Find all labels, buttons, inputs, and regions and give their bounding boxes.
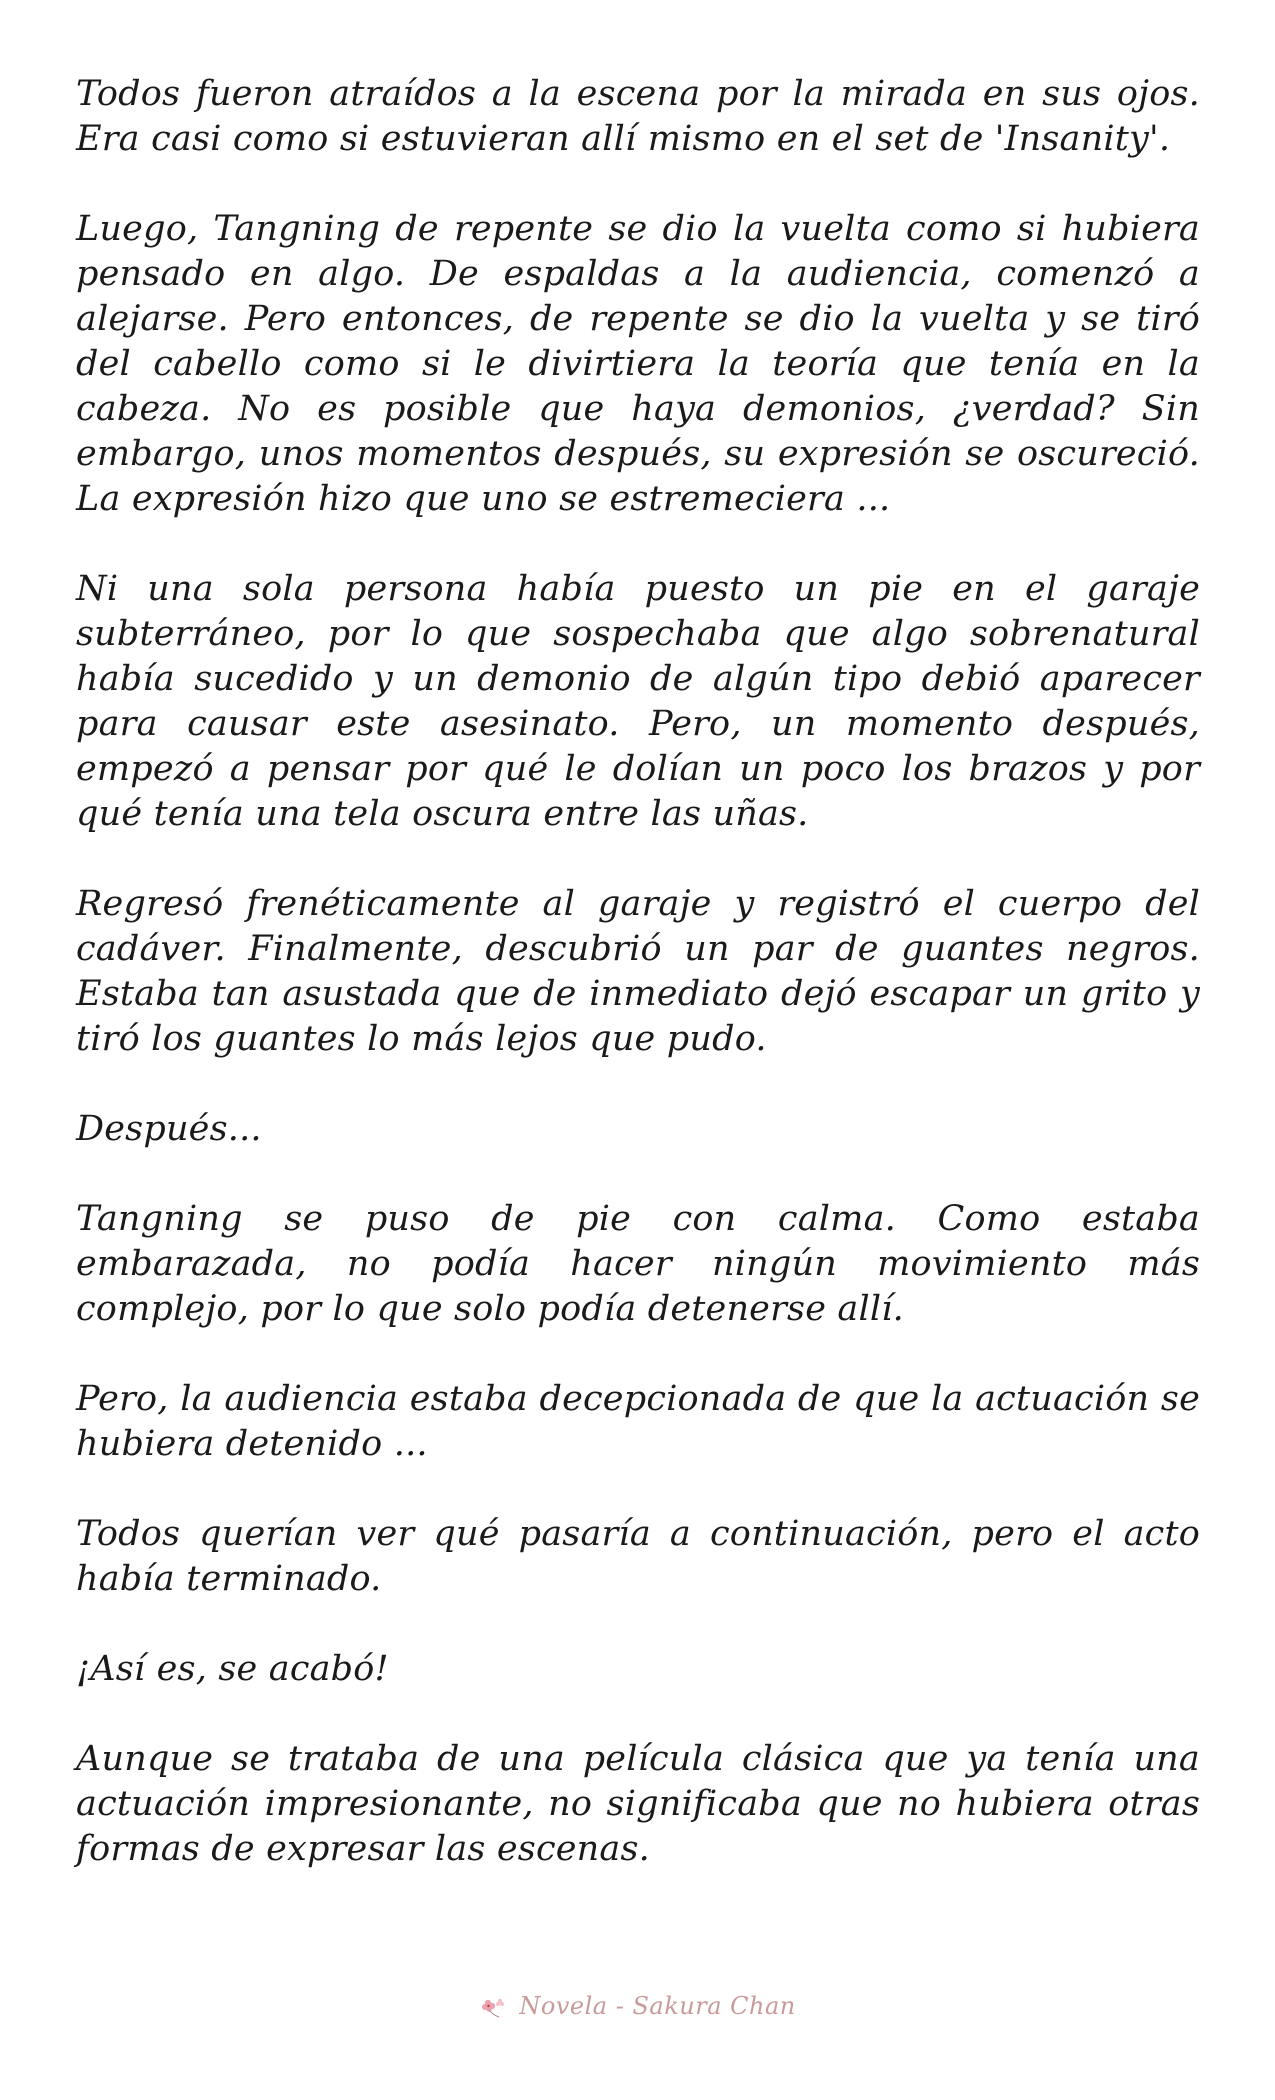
sakura-flower-icon xyxy=(479,1996,507,2020)
watermark xyxy=(0,1992,1275,2020)
paragraph-5: Después... xyxy=(76,1109,262,1149)
document-body xyxy=(76,72,1200,1917)
paragraph-7: Pero, la audiencia estaba decepcionada de que la actuación se hubiera detenido ... xyxy=(76,1379,1200,1464)
paragraph-2: Luego, Tangning de repente se dio la vuelta como si hubiera pensado en algo. De espaldas a la audiencia, comenzó a alejarse. Pero entonces, de repente se dio la vuelta y se tiró del cabello como si le divirtiera la teoría que tenía en la cabeza. No es posible que haya demonios, ¿verdad? Sin embargo, unos momentos después, su expresión se oscureció. La expresión hizo que uno se estremeciera ... xyxy=(76,209,1200,519)
paragraph-3: Ni una sola persona había puesto un pie en el garaje subterráneo, por lo que sospechaba que algo sobrenatural había sucedido y un demonio de algún tipo debió aparecer para causar este asesinato. Pero, un momento después, empezó a pensar por qué le dolían un poco los brazos y por qué tenía una tela oscura entre las uñas. xyxy=(76,569,1200,834)
watermark-text: Novela - Sakura Chan xyxy=(519,1992,796,2020)
paragraph-1: Todos fueron atraídos a la escena por la mirada en sus ojos. Era casi como si estuvieran allí mismo en el set de 'Insanity'. xyxy=(76,74,1200,159)
paragraph-4: Regresó frenéticamente al garaje y registró el cuerpo del cadáver. Finalmente, descubrió un par de guantes negros. Estaba tan asustada que de inmediato dejó escapar un grito y tiró los guantes lo más lejos que pudo. xyxy=(76,884,1200,1059)
paragraph-10: Aunque se trataba de una película clásica que ya tenía una actuación impresionante, no significaba que no hubiera otras formas de expresar las escenas. xyxy=(76,1739,1200,1869)
paragraph-6: Tangning se puso de pie con calma. Como estaba embarazada, no podía hacer ningún movimiento más complejo, por lo que solo podía detenerse allí. xyxy=(76,1199,1200,1329)
paragraph-9: ¡Así es, se acabó! xyxy=(76,1649,389,1689)
paragraph-8: Todos querían ver qué pasaría a continuación, pero el acto había terminado. xyxy=(76,1514,1200,1599)
